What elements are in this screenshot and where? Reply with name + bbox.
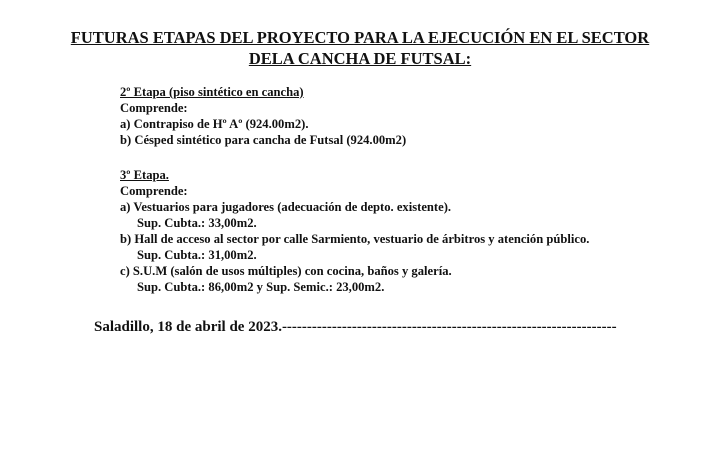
document-title-line-2: DELA CANCHA DE FUTSAL: (248, 49, 472, 68)
stage-2-item-b: b) Césped sintético para cancha de Futsal (924.00m2) (120, 133, 407, 147)
stages-section (120, 84, 589, 295)
document-title-line-1: FUTURAS ETAPAS DEL PROYECTO PARA LA EJECUCIÓN EN EL SECTOR (70, 28, 650, 47)
stage-3-item-c: c) S.U.M (salón de usos múltiples) con cocina, baños y galería. (120, 264, 452, 278)
stage-3-item-b-detail: Sup. Cubta.: 31,00m2. (137, 248, 257, 262)
stage-3-comprende: Comprende: (120, 184, 188, 198)
stage-2-comprende: Comprende: (120, 101, 188, 115)
stage-3-item-a-detail: Sup. Cubta.: 33,00m2. (137, 216, 257, 230)
stage-3-item-c-detail: Sup. Cubta.: 86,00m2 y Sup. Semic.: 23,00m2. (137, 280, 385, 294)
stage-2-heading: 2º Etapa (piso sintético en cancha) (120, 85, 304, 99)
stage-2-item-a: a) Contrapiso de Hº Aº (924.00m2). (120, 117, 309, 131)
signature-line: Saladillo, 18 de abril de 2023.------------------------------------------------------------------- (94, 319, 617, 335)
stage-3-item-b: b) Hall de acceso al sector por calle Sarmiento, vestuario de árbitros y atención público. (120, 232, 590, 246)
stage-3-item-a: a) Vestuarios para jugadores (adecuación de depto. existente). (120, 200, 452, 214)
stage-3-heading: 3º Etapa. (120, 168, 169, 182)
section-spacer (120, 148, 589, 167)
